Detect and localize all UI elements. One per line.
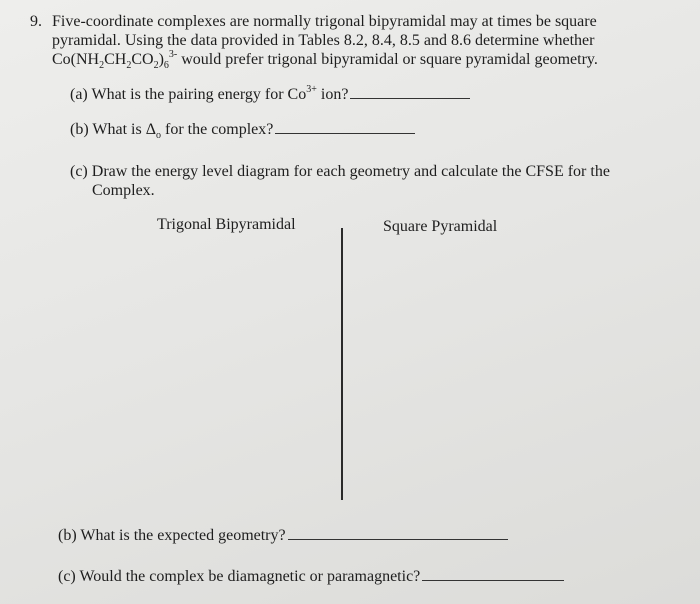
formula-subscript: 2 [99,60,105,71]
formula-part: CO [131,51,154,68]
formula-subscript: 2 [153,60,159,71]
part-b-geometry [58,526,508,545]
prompt-line-2: pyramidal. Using the data provided in Tables 8.2, 8.4, 8.5 and 8.6 determine whether [52,32,595,49]
part-c [70,162,610,200]
formula-charge: 3- [168,49,178,60]
answer-blank-magnetism[interactable] [422,579,564,581]
delta-subscript: o [155,130,161,141]
formula-subscript: 2 [126,60,132,71]
answer-blank-geometry[interactable] [288,538,508,540]
answer-blank-a[interactable] [350,97,470,99]
formula-part: ) [158,51,164,68]
part-b-tail: for the complex? [160,121,274,138]
ion-charge: 3+ [306,84,317,95]
prompt-line-3-tail: would prefer trigonal bipyramidal or square pyramidal geometry. [177,51,598,68]
part-c-magnetism [58,567,564,586]
question-prompt [52,12,667,71]
formula-subscript: 6 [163,60,169,71]
square-pyramidal-label: Square Pyramidal [383,218,498,235]
part-c-line-1: (c) Draw the energy level diagram for each geometry and calculate the CFSE for the [70,163,610,180]
part-a [70,85,470,106]
formula-part: Co(NH [52,51,100,68]
formula-part: CH [104,51,127,68]
part-c-line-2: Complex. [92,182,155,199]
diagram-divider [341,228,343,500]
trigonal-bipyramidal-label: Trigonal Bipyramidal [157,216,296,233]
part-c2-text: (c) Would the complex be diamagnetic or paramagnetic? [58,568,421,585]
prompt-line-3 [52,50,667,71]
prompt-line-1: Five-coordinate complexes are normally trigonal bipyramidal may at times be square [52,13,597,30]
answer-blank-b[interactable] [275,132,415,134]
part-b-text: (b) What is Δ [70,121,156,138]
question-number: 9. [30,13,42,30]
part-b [70,120,415,141]
part-a-text: (a) What is the pairing energy for Co [70,86,307,103]
part-a-tail: ion? [316,86,349,103]
part-b2-text: (b) What is the expected geometry? [58,527,286,544]
